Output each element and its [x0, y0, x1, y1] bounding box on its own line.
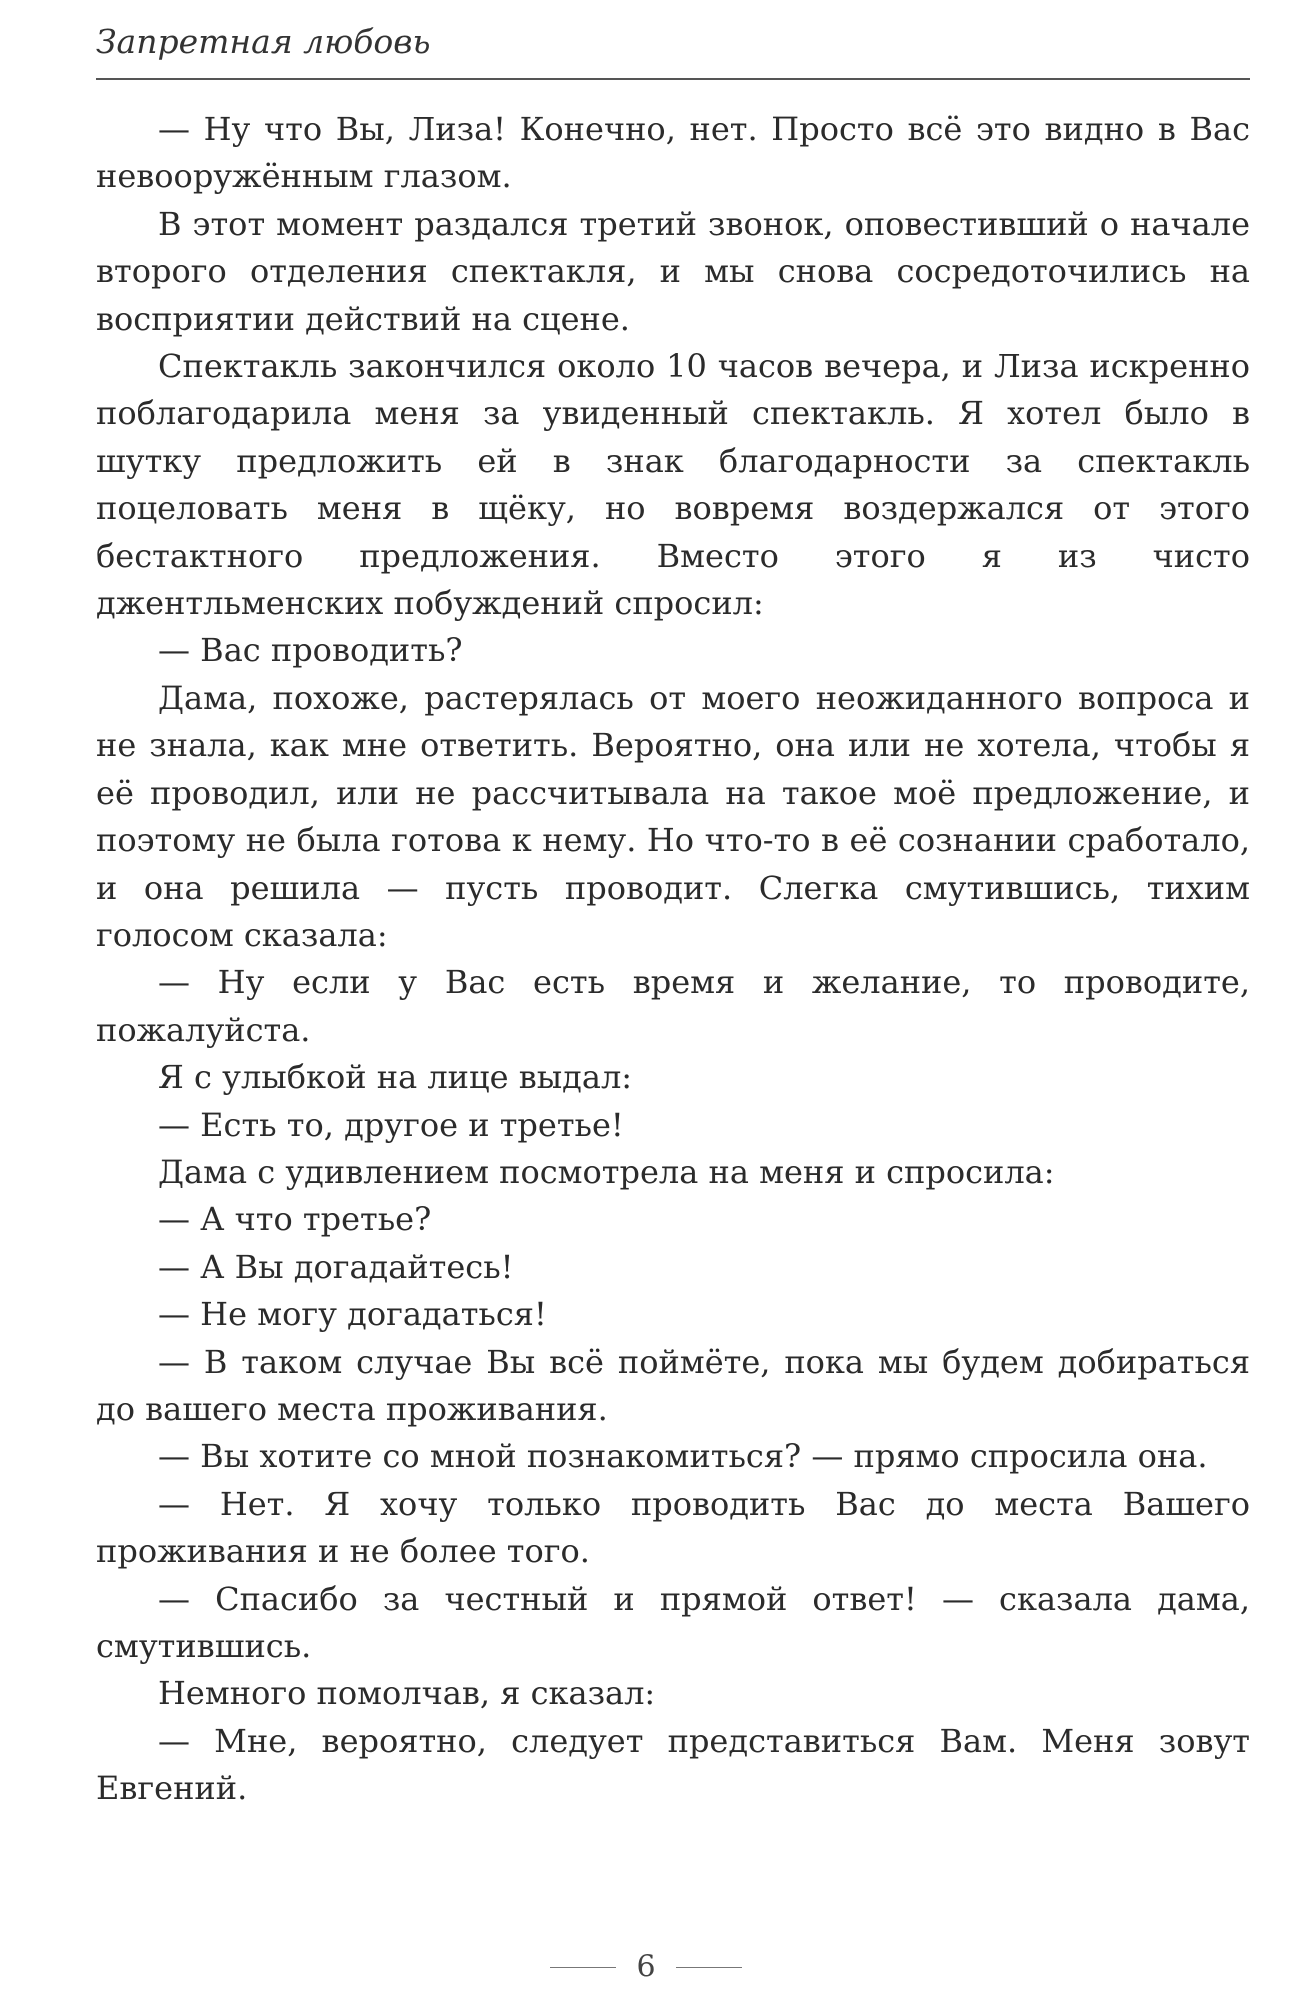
paragraph: — Спасибо за честный и прямой ответ! — сказала дама, смутившись. [96, 1579, 1250, 1665]
folio-rule-right [676, 1967, 742, 1968]
running-head-title: Запретная любовь [96, 22, 431, 61]
paragraph: Немного помолчав, я сказал: [158, 1674, 656, 1713]
paragraph: — Ну если у Вас есть время и желание, то проводите, пожалуйста. [96, 963, 1250, 1049]
paragraph: — В таком случае Вы всё поймёте, пока мы будем добираться до вашего места проживания. [96, 1342, 1250, 1428]
paragraph: Спектакль закончился около 10 часов вечера, и Лиза искренно поблагодарила меня за увиденный спектакль. Я хотел было в шутку предложить ей в знак благодарности за спектакль поцеловать меня в щёку, но вовремя воздержался от этого бестактного предложения. Вместо этого я из чисто джентльменских побуждений спросил: [96, 347, 1250, 623]
page-footer [0, 1948, 1292, 1985]
paragraph: — Вас проводить? [158, 631, 463, 670]
paragraph: Я с улыбкой на лице выдал: [158, 1058, 633, 1097]
paragraph: В этот момент раздался третий звонок, оповестивший о начале второго отделения спектакля, и мы снова сосредоточились на восприятии действий на сцене. [96, 204, 1250, 338]
paragraph: — Не могу догадаться! [158, 1295, 547, 1334]
header-divider [96, 78, 1250, 80]
paragraph: — А что третье? [158, 1200, 432, 1239]
paragraph: — Нет. Я хочу только проводить Вас до места Вашего проживания и не более того. [96, 1484, 1250, 1571]
paragraph: — А Вы догадайтесь! [158, 1247, 514, 1286]
folio-rule-left [550, 1967, 616, 1968]
body-text [96, 106, 1250, 1813]
page-number: 6 [636, 1949, 656, 1985]
paragraph: — Мне, вероятно, следует представиться Вам. Меня зовут Евгений. [96, 1721, 1250, 1808]
paragraph: — Вы хотите со мной познакомиться? — прямо спросила она. [158, 1437, 1208, 1476]
paragraph: Дама с удивлением посмотрела на меня и спросила: [158, 1152, 1055, 1191]
paragraph: — Есть то, другое и третье! [158, 1105, 624, 1144]
paragraph: Дама, похоже, растерялась от моего неожиданного вопроса и не знала, как мне ответить. Вероятно, она или не хотела, чтобы я её проводил, или не рассчитывала на такое моё предложение, и поэтому не была готова к нему. Но что-то в её сознании сработало, и она решила — пусть проводит. Слегка смутившись, тихим голосом сказала: [96, 678, 1250, 954]
paragraph: — Ну что Вы, Лиза! Конечно, нет. Просто всё это видно в Вас невооружённым глазом. [96, 110, 1250, 196]
